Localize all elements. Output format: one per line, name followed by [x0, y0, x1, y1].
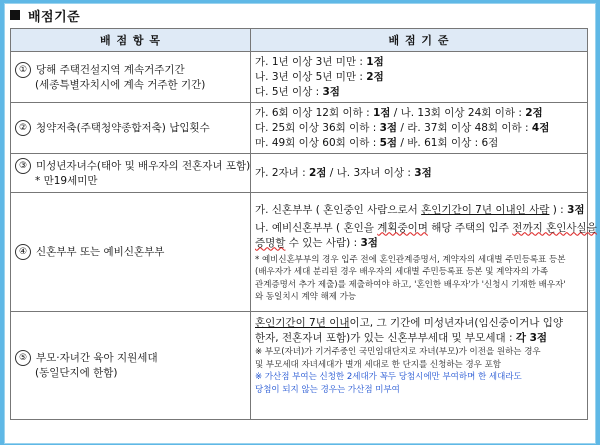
heading-text: 배점기준 — [28, 9, 81, 25]
note-text: ※ 부모(자녀)가 기거주중인 국민임대단지로 자녀(부모)가 이전을 원하는 경우 — [255, 347, 541, 357]
item-cell: ④ 신혼부부 또는 예비신혼부부 — [11, 193, 251, 312]
item-cell: ① 당해 주택건설지역 계속거주기간 (세종특별자치시에 계속 거주한 기간) — [11, 52, 251, 103]
item-cell: ③ 미성년자녀수(태아 및 배우자의 전혼자녀 포함) * 만19세미만 — [11, 154, 251, 193]
criteria-table — [10, 28, 597, 420]
criteria-cell: 가. 1년 이상 3년 미만 : 1점 나. 3년 이상 5년 미만 : 2점 다. 5년 이상 : 3점 — [251, 52, 588, 103]
header-criteria: 배 점 기 준 — [251, 29, 588, 52]
criteria-cell: 가. 신혼부부 ( 혼인중인 사람으로서 혼인기간이 7년 이내인 사람 ) : 3점 나. 예비신혼부부 ( 혼인을 계획중이며 해당 주택의 입주 전까지 혼인사실을 증명할 수 있는 사람) : 3점 * 예비신혼부부의 경우 입주 전에 혼인관계증명서, 계약자의 세대별 주민등록표 등본 (배우자가 세대 분리된 경우 배우자의 세대별 주민등록표 등본 및 계약자의 가족 관계증명서 추가 제출)를 제출하여야 하고, '혼인한 배우자'가 '신청시 기재한 배우자' 와 동일치시 계약 해제 가능 — [251, 193, 588, 312]
header-item: 배 점 항 목 — [11, 29, 251, 52]
circled-number: ⑤ — [15, 350, 31, 366]
circled-number: ④ — [15, 244, 31, 260]
circled-number: ③ — [15, 158, 31, 174]
table-row — [11, 103, 588, 154]
table-header-row — [11, 29, 588, 52]
table-row — [11, 312, 588, 420]
table-row — [11, 154, 588, 193]
item-cell: ② 청약저축(주택청약종합저축) 납입횟수 — [11, 103, 251, 154]
note-text: * 예비신혼부부의 경우 입주 전에 혼인관계증명서, 계약자의 세대별 주민등록표 등본 — [255, 254, 566, 265]
section-heading — [10, 7, 80, 23]
item-cell: ⑤ 부모·자녀간 육아 지원세대 (동일단지에 한함) — [11, 312, 251, 420]
criteria-cell: 혼인기간이 7년 이내이고, 그 기간에 미성년자녀(임신중이거나 입양 한자, 전혼자녀 포함)가 있는 신혼부부세대 및 부모세대 : 각 3점 ※ 부모(자녀)가 기거주중인 국민임대단지로 자녀(부모)가 이전을 원하는 경우 및 부모세대 자녀세대가 별개 세대로 한 단지를 신청하는 경우 포함 ※ 가산점 부여는 신청한 2세대가 꼭두 당첨시에만 부여하며 한 세대라도 당첨이 되지 않는 경우는 가산점 미부여 — [251, 312, 588, 420]
circled-number: ① — [15, 62, 31, 78]
table-row — [11, 193, 588, 312]
criteria-cell: 가. 6회 이상 12회 이하 : 1점 / 나. 13회 이상 24회 이하 : 2점 다. 25회 이상 36회 이하 : 3점 / 라. 37회 이상 48회 이하 : 4점 마. 49회 이상 60회 이하 : 5점 / 바. 61회 이상 : 6점 — [251, 103, 588, 154]
circled-number: ② — [15, 120, 31, 136]
square-bullet-icon — [10, 10, 20, 20]
table-row — [11, 52, 588, 103]
criteria-cell: 가. 2자녀 : 2점 / 나. 3자녀 이상 : 3점 — [251, 154, 588, 193]
blue-note-text: ※ 가산점 부여는 신청한 2세대가 꼭두 당첨시에만 부여하며 한 세대라도 — [255, 372, 522, 382]
